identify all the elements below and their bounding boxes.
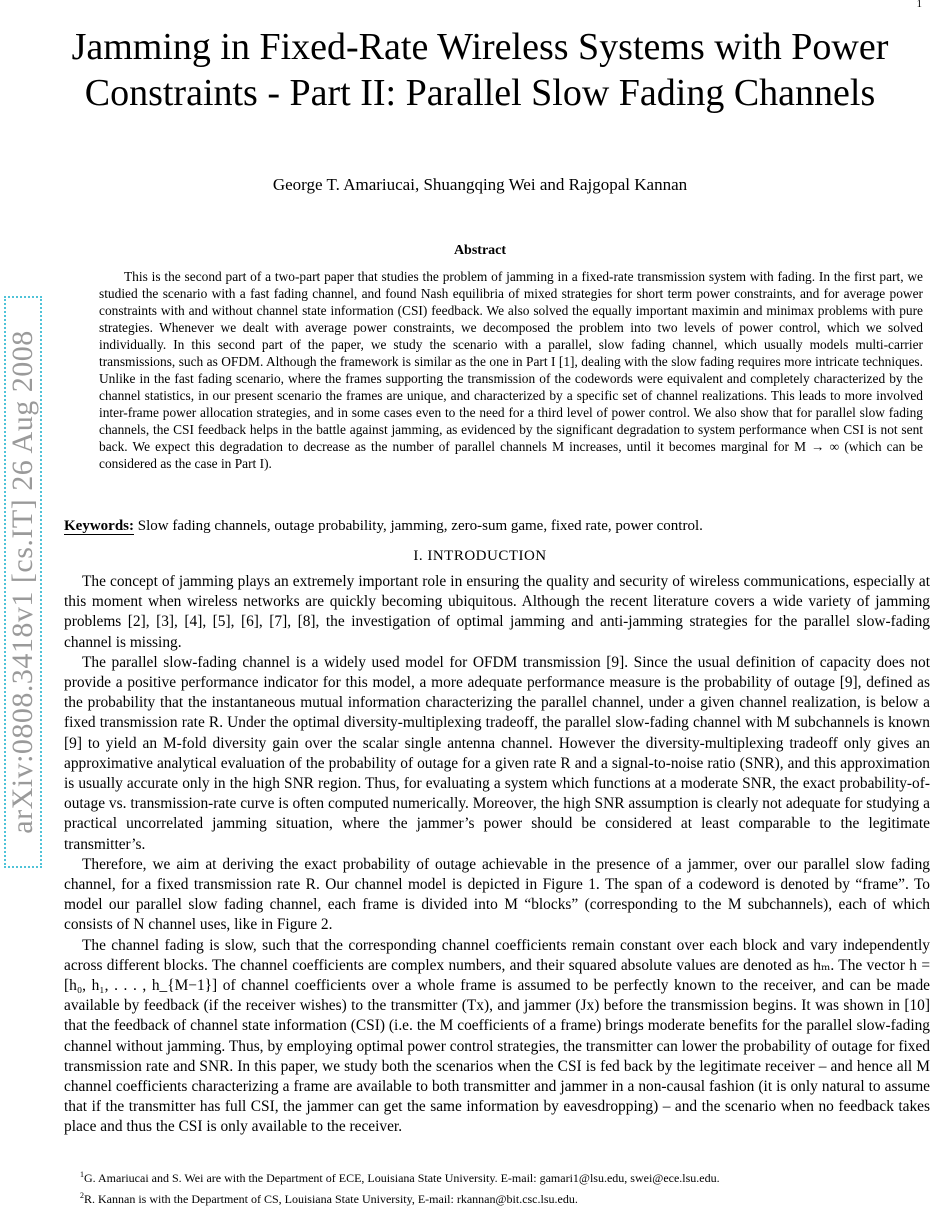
abstract-heading: Abstract: [453, 243, 507, 258]
footnote-text: G. Amariucai and S. Wei are with the Department of ECE, Louisiana State University. E-mail: gamari1@lsu.edu, swei@ece.lsu.edu.: [84, 1171, 720, 1185]
introduction-body: [64, 572, 930, 1138]
arxiv-identifier: arXiv:0808.3418v1 [cs.IT] 26 Aug 2008: [6, 330, 39, 834]
paragraph: Therefore, we aim at deriving the exact probability of outage achievable in the presence of a jammer, over our parallel slow fading channel, for a fixed transmission rate R. Our channel model is depicted in Figure 1. The span of a codeword is denoted by “frame”. To model our parallel slow fading channel, each frame is divided into M “blocks” (corresponding to the M subchannels), each of which consists of N channel uses, like in Figure 2.: [64, 855, 930, 934]
paper-title: Jamming in Fixed-Rate Wireless Systems with Power Constraints - Part II: Parallel Slow Fading Channels: [71, 26, 889, 114]
paragraph: The channel fading is slow, such that the corresponding channel coefficients remain constant over each block and vary independently across different blocks. The channel coefficients are complex numbers, and their squared absolute values are denoted as hₘ. The vector h = [h₀, h₁, . . . , h_{M−1}] of channel coefficients over a whole frame is assumed to be perfectly known to the receiver, and can be made available by feedback (if the receiver wishes) to the transmitter (Tx), and jammer (Jx) before the transmission begins. It was shown in [10] that the feedback of channel state information (CSI) (i.e. the M coefficients of a frame) brings moderate benefits for the parallel slow-fading channel without jamming. Thus, by employing optimal power control strategies, the transmitter can lower the probability of outage for fixed transmission rate and SNR. In this paper, we study both the scenarios when the CSI is fed back by the legitimate receiver – and hence all M channel coefficients characterizing a frame are available to both transmitter and jammer in a non-causal fashion (it is only natural to assume that if the transmitter has full CSI, the jammer can get the same information by eavesdropping) – and the scenario when no feedback takes place and thus the CSI is only available to the receiver.: [64, 936, 930, 1136]
footnote-text: R. Kannan is with the Department of CS, Louisiana State University, E-mail: rkannan@bit.csc.lsu.edu.: [84, 1192, 578, 1206]
footnote: [80, 1187, 900, 1208]
keywords: [64, 516, 920, 536]
page-number: 1: [916, 0, 922, 10]
keywords-text: Slow fading channels, outage probability, jamming, zero-sum game, fixed rate, power control.: [134, 518, 703, 534]
footnote: [80, 1166, 900, 1187]
section-heading-introduction: I. INTRODUCTION: [413, 548, 547, 564]
paragraph: The concept of jamming plays an extremely important role in ensuring the quality and security of wireless communications, especially at this moment when wireless networks are quickly becoming ubiquitous. Although the recent literature covers a wide variety of jamming problems [2], [3], [4], [5], [6], [7], [8], the investigation of optimal jamming and anti-jamming strategies for the parallel slow-fading channel is missing.: [64, 573, 930, 651]
paper-authors: George T. Amariucai, Shuangqing Wei and Rajgopal Kannan: [272, 175, 688, 194]
footnote-mark: 1: [80, 1170, 84, 1179]
keywords-label: Keywords:: [64, 518, 134, 534]
paragraph: The parallel slow-fading channel is a widely used model for OFDM transmission [9]. Since the usual definition of capacity does not provide a positive performance indicator for this model, a more adequate performance measure is the probability of outage [9], defined as the probability that the instantaneous mutual information characterizing the parallel channel, under a given channel realization, is below a fixed transmission rate R. Under the optimal diversity-multiplexing tradeoff, the parallel slow-fading channel with M subchannels is known [9] to yield an M-fold diversity gain over the scalar single antenna channel. However the diversity-multiplexing tradeoff only gives an approximative analytical evaluation of the probability of outage for a given rate R and a signal-to-noise ratio (SNR), and this approximation is usually accurate only in the high SNR region. Thus, for evaluating a system which functions at a moderate SNR, the exact probability-of-outage vs. transmission-rate curve is often computed numerically. Moreover, the high SNR assumption is clearly not adequate for studying a practical uncorrelated jamming situation, where the jammer’s power should be considered at least comparable to the legitimate transmitter’s.: [64, 653, 930, 853]
arxiv-stamp[interactable]: [4, 296, 42, 868]
abstract-text: This is the second part of a two-part paper that studies the problem of jamming in a fixed-rate transmission system with fading. In the first part, we studied the scenario with a fast fading channel, and found Nash equilibria of mixed strategies for short term power constraints, and for average power constraints with and without channel state information (CSI) feedback. We also solved the equally important maximin and minimax problems with pure strategies. Whenever we dealt with average power constraints, we decomposed the problem into two levels of power control, which we solved individually. In this second part of the paper, we study the scenario with a parallel, slow fading channel, which usually models multi-carrier transmissions, such as OFDM. Although the framework is similar as the one in Part I [1], dealing with the slow fading requires more intricate techniques. Unlike in the fast fading scenario, where the frames supporting the transmission of the codewords were equivalent and completely characterized by the channel statistics, in our present scenario the frames are unique, and characterized by a specific set of channel realizations. This leads to more involved inter-frame power allocation strategies, and in some cases even to the need for a third level of power control. We also show that for parallel slow fading channels, the CSI feedback helps in the battle against jamming, as evidenced by the significant degradation to system performance when CSI is not sent back. We expect this degradation to decrease as the number of parallel channels M increases, until it becomes marginal for M → ∞ (which can be considered as the case in Part I).: [99, 269, 923, 471]
footnote-mark: 2: [80, 1191, 84, 1200]
footnotes: [80, 1166, 900, 1208]
